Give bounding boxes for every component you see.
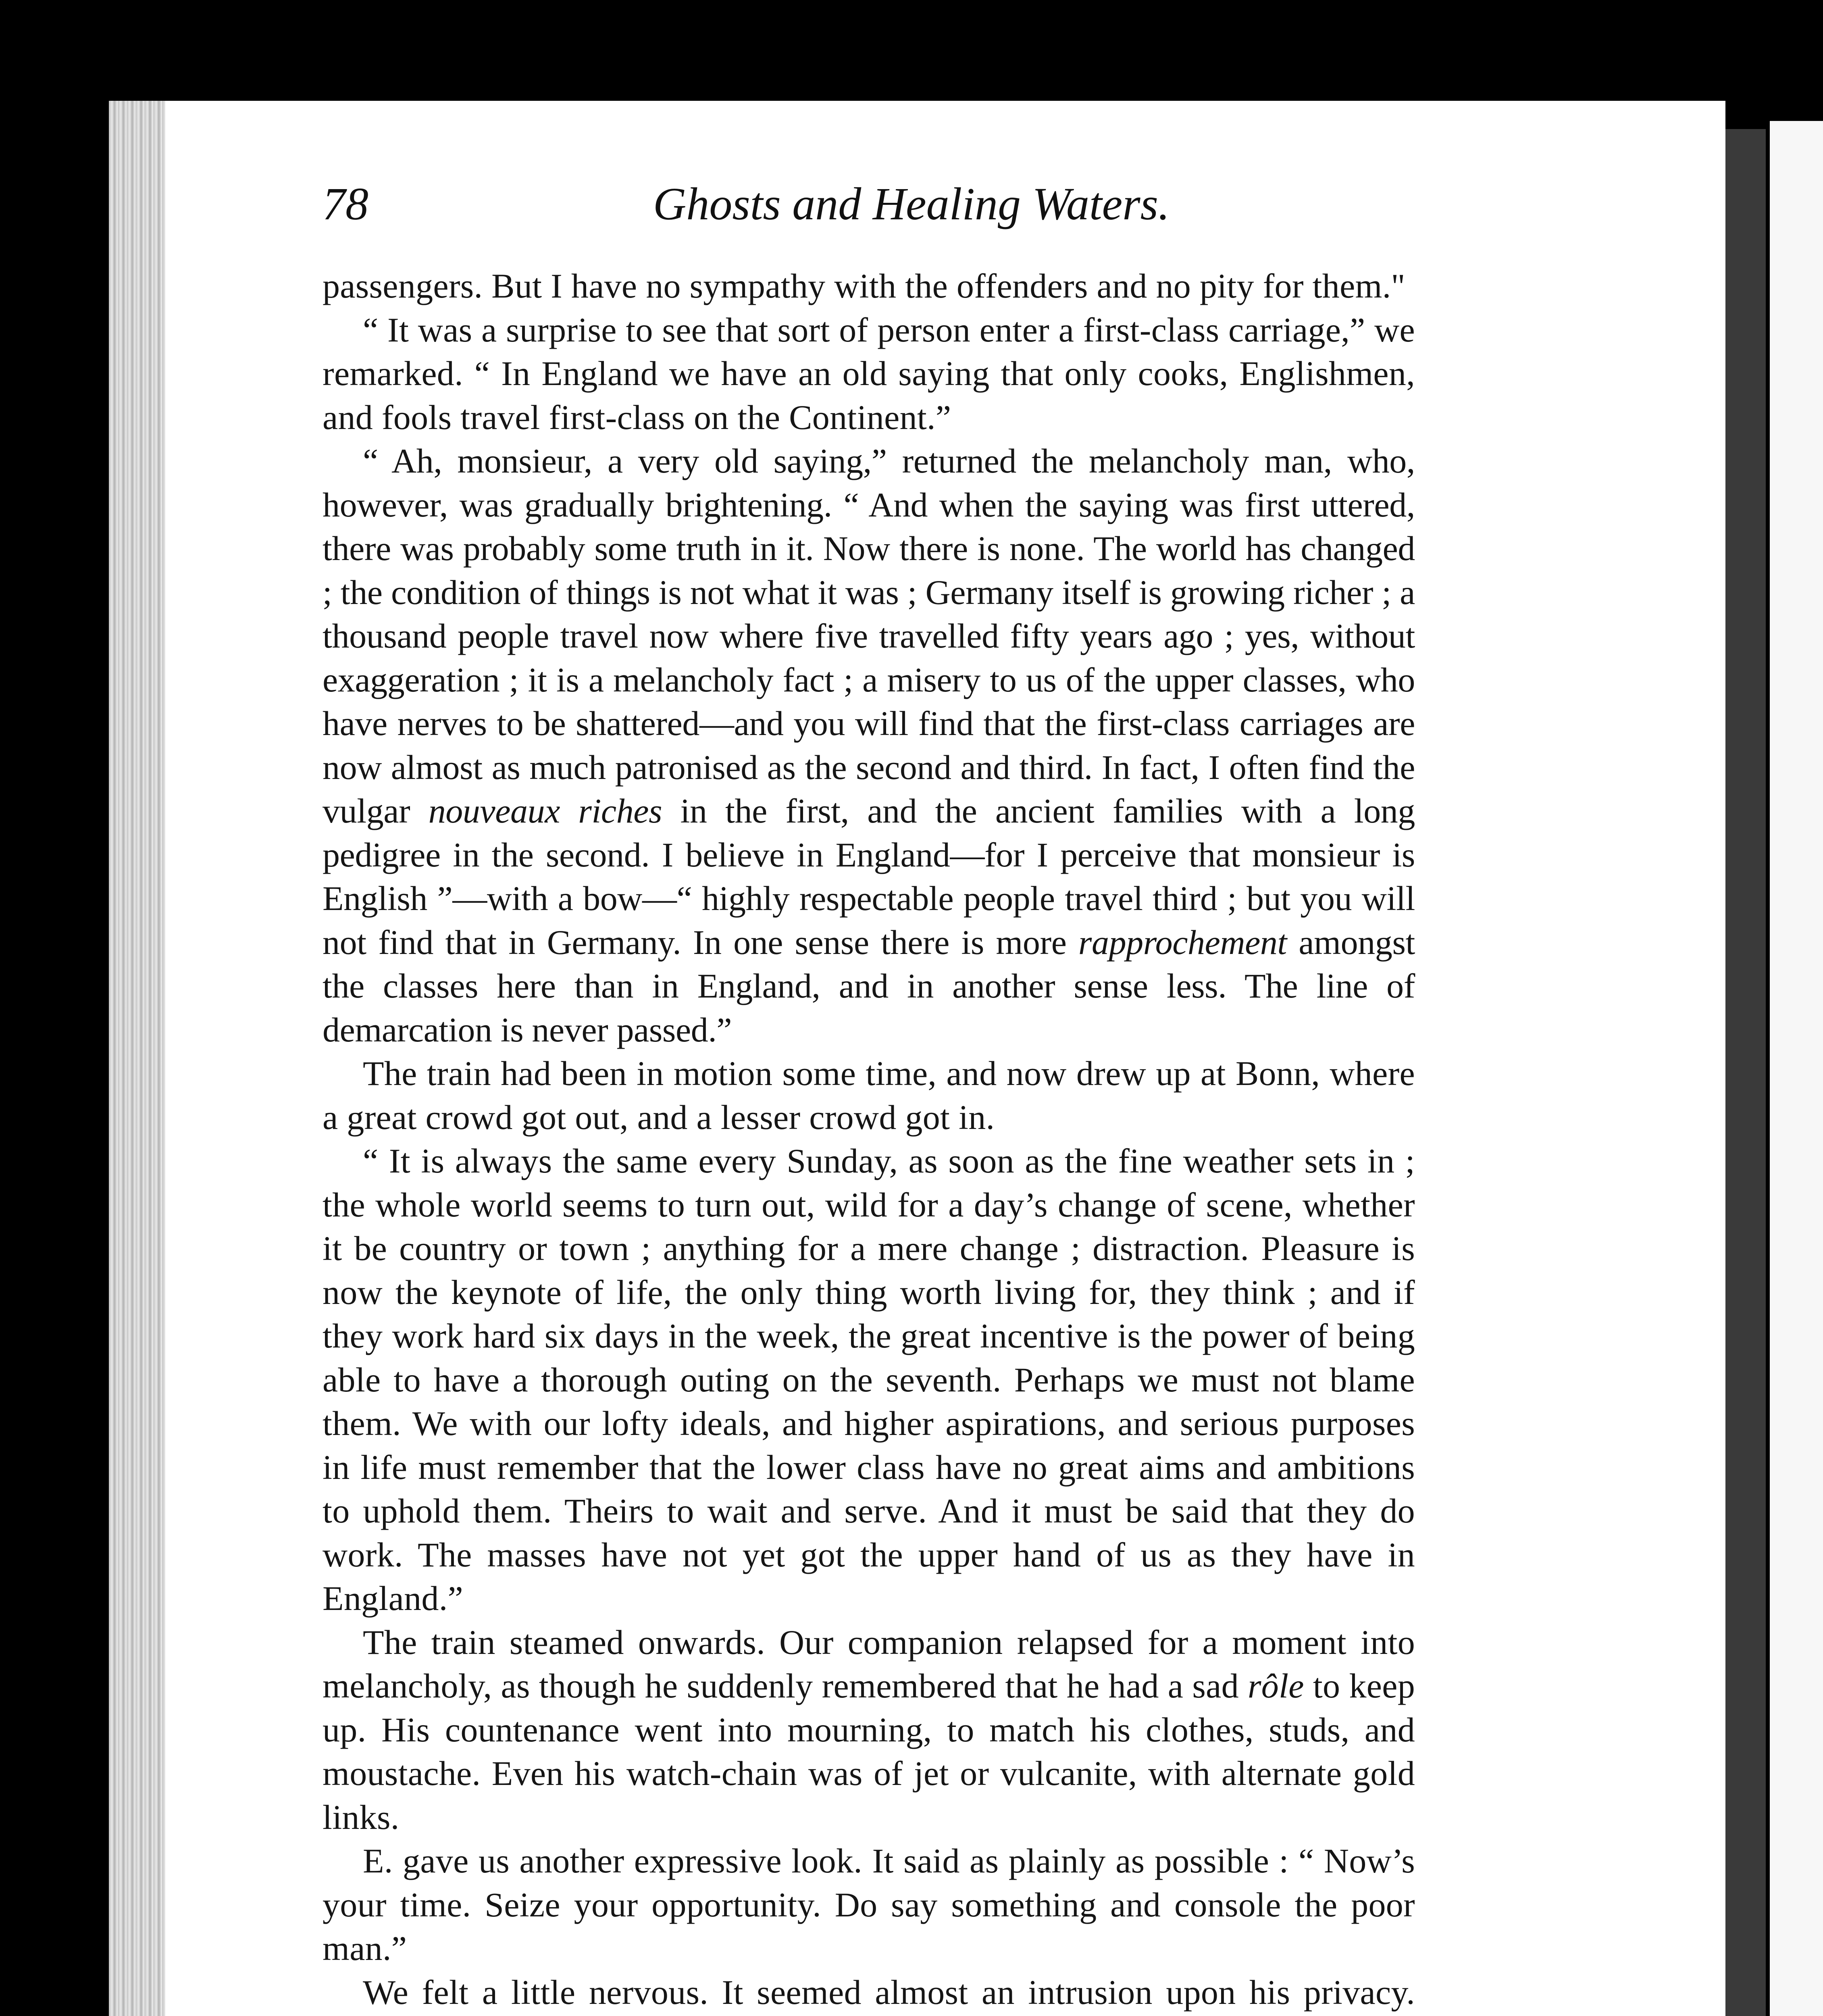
text-run: amongst the classes here than in England, and in another sense less. The line of demarcation is never passed.” (323, 923, 1415, 1049)
text-run: “ It is always the same every Sunday, as soon as the fine weather sets in ; the whole world seems to turn out, wild for a day’s change of scene, whether it be country or town ; anything for a mere change ; distraction. Pleasure is now the keynote of life, the only thing worth living for, they think ; and if they work hard six days in the week, the great incentive is the power of being able to have a thorough outing on the seventh. Perhaps we must not blame them. We with our lofty ideals, and higher aspirations, and serious purposes in life must remember that the lower class have no great aims and ambitions to uphold them. Theirs to wait and serve. And it must be said that they do work. The masses have not yet got the upper hand of us as they have in England.” (323, 1141, 1415, 1618)
paragraph (323, 1970, 1415, 2016)
page-number: 78 (323, 178, 368, 229)
body-text (323, 264, 1415, 2016)
running-head (323, 177, 1298, 230)
paragraph (323, 1620, 1415, 1839)
running-title: Ghosts and Healing Waters. (653, 178, 1170, 229)
text-run: E. gave us another expressive look. It said as plainly as possible : “ Now’s your time. Seize your opportunity. Do say something and console the poor man.” (323, 1841, 1415, 1968)
paragraph (323, 1139, 1415, 1620)
text-run: “ Ah, monsieur, a very old saying,” returned the melancholy man, who, however, was gradually brightening. “ And when the saying was first uttered, there was probably some truth in it. Now there is none. The world has changed ; the condition of things is not what it was ; Germany itself is growing richer ; a thousand people travel now where five travelled fifty years ago ; yes, without exaggeration ; it is a melancholy fact ; a misery to us of the upper classes, who have nerves to be shattered—and you will find that the first-class carriages are now almost as much patronised as the second and third. In fact, I often find the vulgar (323, 442, 1415, 830)
paragraph (323, 308, 1415, 439)
page-gutter (109, 101, 165, 2016)
page-shadow (1721, 129, 1766, 2016)
text-run: passengers. But I have no sympathy with the offenders and no pity for them." (323, 267, 1405, 305)
next-page-edge (1770, 121, 1823, 2016)
text-run: The train had been in motion some time, and now drew up at Bonn, where a great crowd got out, and a lesser crowd got in. (323, 1054, 1415, 1137)
italic-run: rapprochement (1078, 923, 1287, 962)
paragraph (323, 1052, 1415, 1139)
text-run: “ It was a surprise to see that sort of person enter a first-class carriage,” we remarked. “ In England we have an old saying that only cooks, Englishmen, and fools travel first-class on the Continent.” (323, 310, 1415, 437)
text-run: to keep up. His countenance went into mourning, to match his clothes, studs, and moustache. Even his watch-chain was of jet or vulcanite, with alternate gold links. (323, 1666, 1415, 1837)
paragraph (323, 1839, 1415, 1970)
paragraph (323, 264, 1415, 308)
text-run: We felt a little nervous. It seemed almost an intrusion upon his privacy. (363, 1972, 1415, 2012)
text-run: in the first, and the ancient families with a long pedigree in the second. I believe in England—for I perceive that monsieur is English ”—with a bow—“ highly respectable people travel third ; but you will not find that in Germany. In one sense there is more (323, 791, 1415, 962)
text-run: The train steamed onwards. Our companion relapsed for a moment into melancholy, as though he suddenly remembered that he had a sad (323, 1622, 1415, 1705)
italic-run: rôle (1248, 1666, 1304, 1705)
paragraph (323, 439, 1415, 1052)
italic-run: nouveaux riches (428, 791, 662, 830)
